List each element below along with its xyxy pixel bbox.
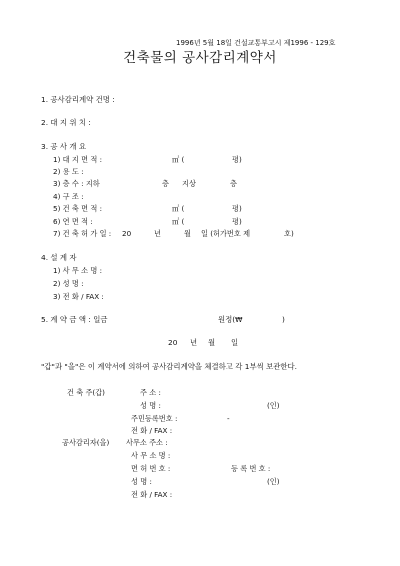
floors-below-unit: 층: [162, 179, 169, 188]
site-area-unit: ㎡ (: [172, 155, 185, 164]
supervisor-office-label: 사 무 소 명 :: [131, 451, 171, 460]
contract-name-label: 1. 공사감리계약 건명 :: [41, 95, 115, 104]
supervisor-registration-label: 등 록 번 호 :: [231, 464, 271, 473]
designer-name-label: 2) 성 명 :: [53, 279, 84, 288]
site-location-label: 2. 대 지 위 치 :: [41, 118, 91, 127]
building-area-label: 5) 건 축 면 적 :: [53, 204, 102, 213]
supervisor-role: 공사감리자(을): [62, 438, 110, 447]
contract-amount-close: ): [282, 315, 285, 324]
total-floor-area-label: 6) 연 면 적 :: [53, 217, 93, 226]
owner-tel-label: 전 화 / FAX :: [131, 426, 173, 435]
site-area-pyeong: 평): [232, 155, 242, 164]
contract-amount-won: 원정(₩: [218, 315, 243, 324]
contract-date-day-unit: 일: [231, 338, 239, 347]
owner-seal: (인): [267, 401, 280, 410]
contract-amount-label: 5. 계 약 금 액 : 일금: [41, 315, 108, 324]
total-floor-area-pyeong: 평): [232, 217, 242, 226]
contract-date-year-unit: 년: [190, 338, 198, 347]
owner-rrn-dash: -: [227, 414, 230, 423]
usage-label: 2) 용 도 :: [53, 167, 84, 176]
permit-date-label: 7) 건 축 허 가 일 :: [53, 229, 112, 238]
designer-tel-label: 3) 전 화 / FAX :: [53, 292, 104, 301]
document-title: 건축물의 공사감리계약서: [123, 50, 277, 66]
supervisor-tel-label: 전 화 / FAX :: [131, 490, 173, 499]
owner-address-label: 주 소 :: [140, 388, 161, 397]
building-area-pyeong: 평): [232, 204, 242, 213]
permit-date-year-unit: 년: [154, 229, 161, 238]
floors-above-label: 지상: [182, 179, 196, 188]
building-area-unit: ㎡ (: [172, 204, 185, 213]
owner-name-label: 성 명 :: [140, 401, 161, 410]
project-overview-heading: 3. 공 사 개 요: [41, 142, 87, 151]
owner-role: 건 축 주(갑): [67, 388, 105, 397]
designer-office-label: 1) 사 무 소 명 :: [53, 266, 102, 275]
permit-date-month-unit: 월: [184, 229, 191, 238]
supervisor-license-label: 면 허 번 호 :: [131, 464, 171, 473]
floors-label: 3) 층 수 : 지하: [53, 179, 100, 188]
permit-date-year-prefix: 20: [122, 229, 132, 238]
site-area-label: 1) 대 지 면 적 :: [53, 155, 102, 164]
permit-number-suffix: 호): [284, 229, 294, 238]
supervisor-seal: (인): [267, 477, 280, 486]
agreement-statement: "갑"과 "을"은 이 계약서에 의하여 공사감리계약을 체결하고 각 1부씩 보관한다.: [41, 362, 297, 371]
contract-date-month-unit: 월: [208, 338, 216, 347]
supervisor-name-label: 성 명 :: [131, 477, 152, 486]
floors-above-unit: 층: [230, 179, 237, 188]
total-floor-area-unit: ㎡ (: [172, 217, 185, 226]
structure-label: 4) 구 조 :: [53, 192, 84, 201]
gazette-notice: 1996년 5월 18일 건설교통부고시 제1996 - 129호: [176, 39, 336, 47]
owner-rrn-label: 주민등록번호 :: [131, 414, 178, 423]
designer-heading: 4. 설 계 자: [41, 253, 77, 262]
supervisor-address-label: 사무소 주소 :: [126, 438, 168, 447]
contract-date-year-prefix: 20: [168, 338, 178, 347]
permit-number-label: 일 (허가번호 제: [201, 229, 251, 238]
